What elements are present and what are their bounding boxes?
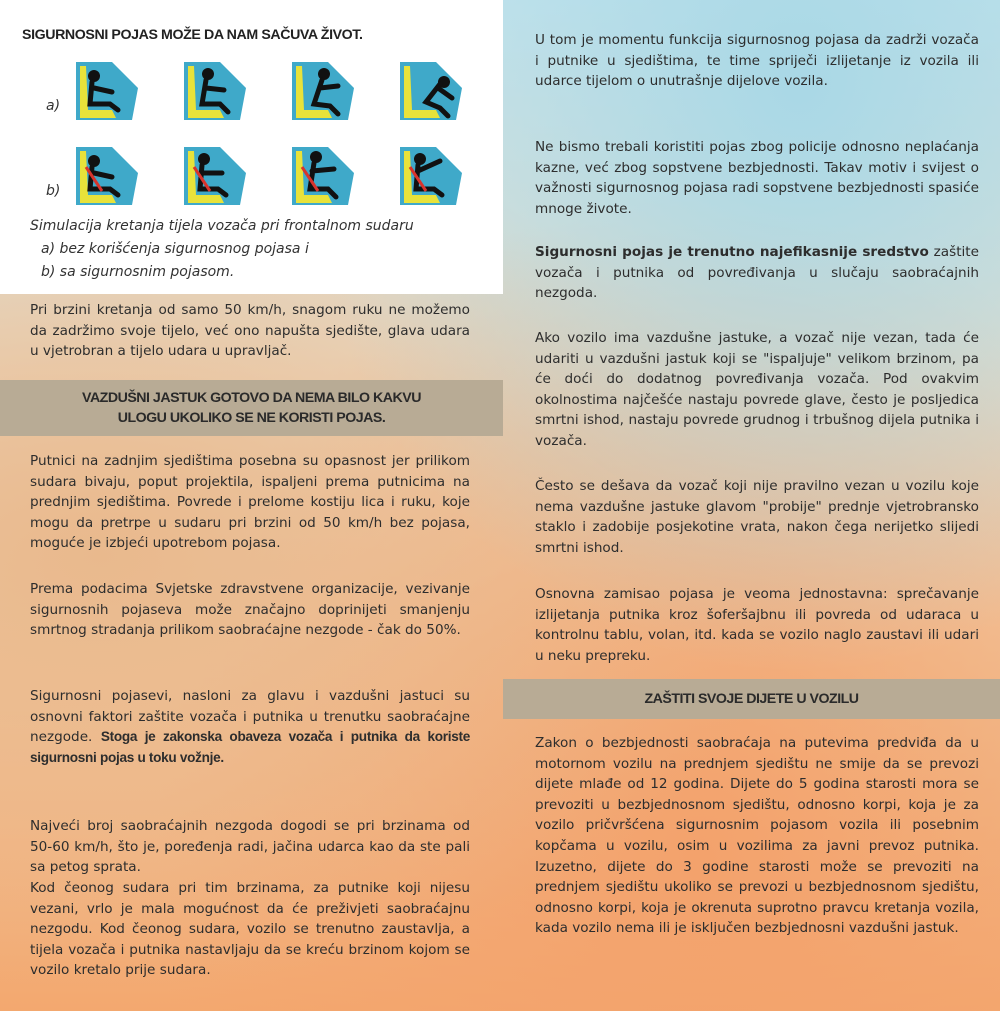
crash-figure-a2 — [180, 58, 250, 124]
paragraph-basic-idea: Osnovna zamisao pojasa je veoma jednostavna: sprečavanje izlijetanja putnika kroz šoferšajbnu ili povreda od udaraca u kontrolnu tablu, volan, itd. kada se vozilo naglo zaustavi ili udari u neku prepreku. — [535, 586, 979, 664]
crash-figure-a1 — [72, 58, 142, 124]
belted-figure-b4 — [396, 143, 466, 209]
airbag-heading-line-1: VAZDUŠNI JASTUK GOTOVO DA NEMA BILO KAKVU — [82, 390, 421, 406]
child-heading-band — [503, 679, 1000, 719]
airbag-heading-band — [0, 380, 503, 436]
crash-figure-a3 — [288, 58, 358, 124]
child-heading: ZAŠTITI SVOJE DIJETE U VOZILU — [644, 691, 859, 707]
paragraph-airbag-unbelted: Ako vozilo ima vazdušne jastuke, a vozač nije vezan, tada će udariti u vazdušni jastuk koji se "ispaljuje" velikom brzinom, pa će doći do dodatnog povređivanja vozača. Pod ovakvim okolnostima najčešće nastaju povrede glave, često je posljedica smrtni ishod, nastaju povrede grudnog i trbušnog dijela putnika i vozača. — [535, 330, 979, 449]
row-b-label: b) — [46, 183, 61, 199]
paragraph-motivation: Ne bismo trebali koristiti pojas zbog policije odnosno neplaćanja kazne, već zbog sopstvene bezbjednosti. Takav motiv i svijest o važnosti sigurnosnog pojasa radi sopstvene bezbjednosti spasiće mnoge živote. — [535, 139, 979, 217]
airbag-heading — [82, 388, 421, 428]
paragraph-crash-speed: Najveći broj saobraćajnih nezgoda dogodi se pri brzinama od 50-60 km/h, što je, poređenja radi, jačina udarca kao da ste pali sa petog sprata. — [30, 818, 470, 876]
paragraph-most-effective — [535, 242, 979, 304]
figure-row-a — [0, 58, 503, 133]
paragraph-rear-passengers: Putnici na zadnjim sjedištima posebna su opasnost jer prilikom sudara bivaju, poput projektila, ispaljeni prema putnicima na prednjim sjedištima. Povrede i prelome kostiju lica i ruku, koje mogu da pretrpe u sudaru pri brzini od 50 km/h bez pojasa, moguće je izbjeći upotrebom pojasa. — [30, 453, 470, 552]
belted-figure-b3 — [288, 143, 358, 209]
paragraph-who-statistics: Prema podacima Svjetske zdravstvene organizacije, vezivanje sigurnosnih pojaseva može značajno doprinijeti smanjenju smrtnog stradanja prilikom saobraćajne nezgode - čak do 50%. — [30, 581, 470, 639]
belted-figure-b2 — [180, 143, 250, 209]
safety-factors-text: Sigurnosni pojasevi, nasloni za glavu i vazdušni jastuci su osnovni faktori zaštite vozača i putnika u trenutku saobraćajne nezgode. — [30, 688, 470, 746]
row-a-label: a) — [46, 98, 61, 114]
right-column — [503, 0, 1000, 1011]
illustration-panel — [0, 0, 503, 294]
legal-obligation-text: Stoga je zakonska obaveza vozača i putnika da koriste sigurnosni pojas u toku vožnje. — [30, 729, 470, 765]
caption-line-1: Simulacija kretanja tijela vozača pri frontalnom sudaru — [30, 218, 414, 234]
figure-row-b — [0, 143, 503, 218]
crash-figure-a4 — [396, 58, 466, 124]
most-effective-bold: Sigurnosni pojas je trenutno najefikasnije sredstvo — [535, 244, 929, 260]
illustration-title: SIGURNOSNI POJAS MOŽE DA NAM SAČUVA ŽIVOT. — [22, 27, 363, 43]
paragraph-windshield: Često se dešava da vozač koji nije pravilno vezan u vozilu koje nema vazdušne jastuke glavom "probije" prednje vjetrobransko staklo i zadobije posjekotine vrata, nakon čega nerijetko slijedi smrtni ishod. — [535, 478, 979, 556]
caption-line-3: b) sa sigurnosnim pojasom. — [41, 264, 235, 280]
paragraph-frontal-collision: Kod čeonog sudara pri tim brzinama, za putnike koji nijesu vezani, vrlo je mala mogućnost da će preživjeti saobraćajnu nezgodu. Kod čeonog sudara, vozilo se trenutno zaustavlja, a tijela vozača i putnika nastavljaju da se kreću brzinom kojom se vozilo kretalo prije sudara. — [30, 880, 470, 979]
belted-figure-b1 — [72, 143, 142, 209]
airbag-heading-line-2: ULOGU UKOLIKO SE NE KORISTI POJAS. — [117, 410, 386, 426]
caption-line-2: a) bez korišćenja sigurnosnog pojasa i — [41, 241, 309, 257]
paragraph-safety-factors — [30, 686, 470, 768]
most-effective-text: zaštite vozača i putnika od povređivanja u slučaju saobraćajnih nezgoda. — [535, 244, 979, 302]
paragraph-belt-function: U tom je momentu funkcija sigurnosnog pojasa da zadrži vozača i putnike u sjedištima, te time spriječi izlijetanje iz vozila ili udarce tijelom o unutrašnje dijelove vozila. — [535, 32, 979, 90]
paragraph-child-law: Zakon o bezbjednosti saobraćaja na putevima predviđa da u motornom vozilu na prednjem sjedištu ne smije da se prevozi dijete mlađe od 12 godina. Dijete do 5 godina starosti mora se prevoziti u bezbjednosnom sjedištu, odnosno korpi, koja je za vozilo pričvršćena sigurnosnim pojasom vozila ili posebnim kopčama u vozilu, osim u vozilima za javni prevoz putnika. Izuzetno, dijete do 3 godine starosti može se prevoziti na prednjem sjedištu ukoliko se prevozi u bezbjednosnom sjedištu, odnosno korpi, koja je okrenuta suprotno pravcu kretanja vozila, kada vozilo nema ili je isključen bezbjednosni vazdušni jastuk. — [535, 735, 979, 937]
paragraph-speed: Pri brzini kretanja od samo 50 km/h, snagom ruku ne možemo da zadržimo svoje tijelo, već ono napušta sjedište, glava udara u vjetrobran a tijelo udara u upravljač. — [30, 302, 470, 360]
